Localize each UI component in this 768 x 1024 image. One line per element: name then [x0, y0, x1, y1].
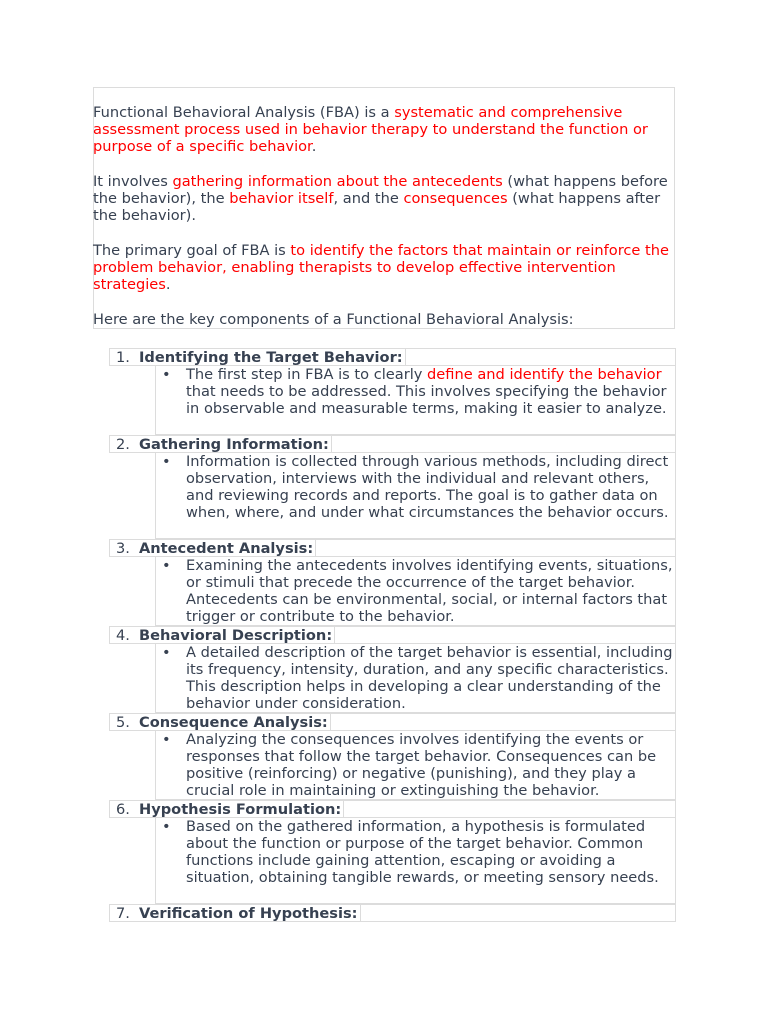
item-description: [186, 366, 673, 417]
item-number: 3.: [116, 540, 130, 557]
list-item: [109, 348, 676, 435]
intro-p2-text: It involves: [93, 173, 173, 190]
list-item: [109, 713, 676, 800]
item-title: Verification of Hypothesis:: [139, 905, 361, 922]
bullet-icon: •: [162, 453, 171, 470]
item-number: 7.: [116, 905, 130, 922]
item-description: Based on the gathered information, a hypothesis is formulated about the function or purpose of the target behavior. Common functions include gaining attention, escaping or avoiding a situation, obtaining tangible rewards, or meeting sensory needs.: [186, 818, 659, 886]
intro-p1-highlight: systematic and comprehensive assessment process used in behavior therapy to understand the function or purpose of a specific behavior: [93, 104, 648, 155]
item-body: [155, 731, 676, 800]
intro-p3-end: .: [165, 276, 171, 293]
intro-section: [93, 104, 677, 346]
bullet-icon: •: [162, 818, 171, 835]
item-title: Gathering Information:: [139, 436, 332, 453]
item-header: [109, 713, 676, 731]
intro-p1-end: .: [311, 138, 317, 155]
item-description-highlight: define and identify the behavior: [427, 366, 662, 383]
bullet-icon: •: [162, 644, 171, 661]
item-description: Analyzing the consequences involves identifying the events or responses that follow the target behavior. Consequences can be positive (reinforcing) or negative (punishing), and they play a crucial role in maintaining or extinguishing the behavior.: [186, 731, 657, 799]
item-number: 4.: [116, 627, 130, 644]
list-item: [109, 904, 676, 922]
bullet-icon: •: [162, 557, 171, 574]
list-item: [109, 626, 676, 713]
item-header: [109, 626, 676, 644]
intro-p2-text-3: , and the: [333, 190, 404, 207]
intro-paragraph-4: Here are the key components of a Functional Behavioral Analysis:: [93, 311, 574, 328]
item-number: 6.: [116, 801, 130, 818]
item-description: Information is collected through various methods, including direct observation, interviews with the individual and relevant others, and reviewing records and reports. The goal is to gather data on when, where, and under what circumstances the behavior occurs.: [186, 453, 669, 521]
intro-p2-highlight-antecedents: gathering information about the antecedents: [172, 173, 503, 190]
item-header: [109, 800, 676, 818]
components-list: [109, 348, 676, 922]
list-item: [109, 800, 676, 904]
intro-p2-highlight-consequences: consequences: [403, 190, 508, 207]
intro-paragraph-3: [93, 242, 677, 293]
bullet-icon: •: [162, 366, 171, 383]
item-title: Consequence Analysis:: [139, 714, 331, 731]
item-header: [109, 348, 676, 366]
item-number: 5.: [116, 714, 130, 731]
item-body: [155, 557, 676, 626]
list-item: [109, 539, 676, 626]
bullet-icon: •: [162, 731, 171, 748]
item-title: Hypothesis Formulation:: [139, 801, 344, 818]
item-header: [109, 435, 676, 453]
item-number: 2.: [116, 436, 130, 453]
item-description-text-2: that needs to be addressed. This involves specifying the behavior in observable and measurable terms, making it easier to analyze.: [186, 383, 667, 417]
intro-p1-text: Functional Behavioral Analysis (FBA) is a: [93, 104, 395, 121]
intro-p2-text-4: (what happens after the behavior).: [93, 190, 661, 224]
item-header: [109, 539, 676, 557]
item-title: Identifying the Target Behavior:: [139, 349, 406, 366]
list-item: [109, 435, 676, 539]
item-body: [155, 366, 676, 435]
item-title: Antecedent Analysis:: [139, 540, 316, 557]
intro-p3-text: The primary goal of FBA is: [93, 242, 291, 259]
intro-paragraph-1: [93, 104, 677, 155]
item-description: Examining the antecedents involves identifying events, situations, or stimuli that precede the occurrence of the target behavior. Antecedents can be environmental, social, or internal factors that trigger or contribute to the behavior.: [186, 557, 673, 625]
intro-p2-text-2: (what happens before the behavior), the: [93, 173, 668, 207]
item-header: [109, 904, 676, 922]
item-body: [155, 453, 676, 539]
intro-paragraph-2: [93, 173, 677, 224]
intro-p3-highlight: to identify the factors that maintain or reinforce the problem behavior, enabling therapists to develop effective intervention strategies: [93, 242, 669, 293]
item-description-text: The first step in FBA is to clearly: [186, 366, 428, 383]
item-body: [155, 818, 676, 904]
item-description: A detailed description of the target behavior is essential, including its frequency, intensity, duration, and any specific characteristics. This description helps in developing a clear understanding of the behavior under consideration.: [186, 644, 673, 712]
item-body: [155, 644, 676, 713]
item-number: 1.: [116, 349, 130, 366]
item-title: Behavioral Description:: [139, 627, 335, 644]
intro-p2-highlight-behavior: behavior itself: [229, 190, 334, 207]
